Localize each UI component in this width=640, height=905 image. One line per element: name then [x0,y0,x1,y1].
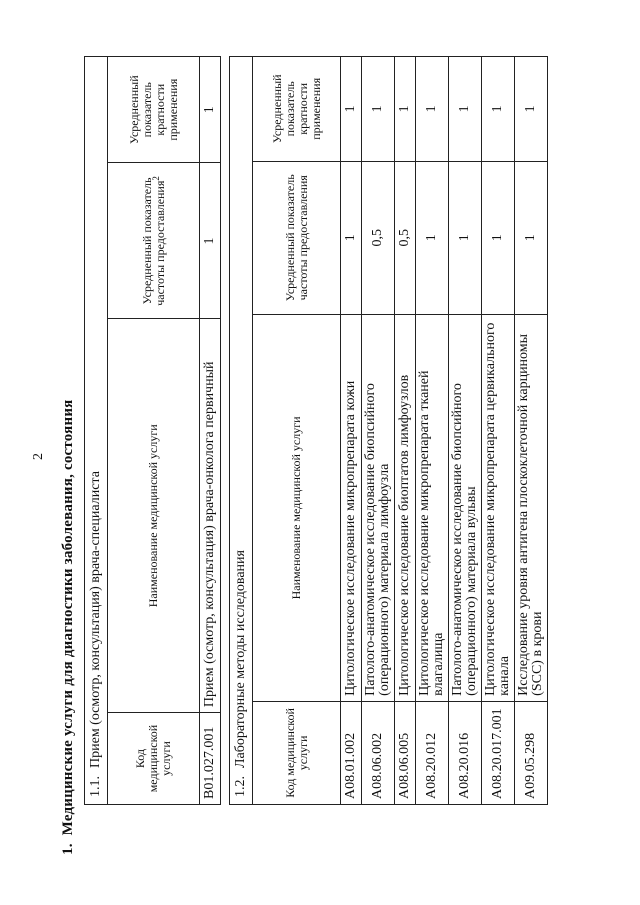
subsection-number: 1.1. [88,776,103,797]
table-row [395,57,416,805]
header-multiplicity: Усредненный показатель кратности применения [253,57,341,162]
service-name: Цитологическое исследование микропрепарата тканей влагалища [416,314,449,701]
frequency-value: 1 [200,163,221,319]
service-code: B01.027.001 [200,713,221,805]
table-body [341,57,548,805]
service-code: A08.06.005 [395,701,416,804]
frequency-value: 1 [341,161,362,314]
service-code: A08.01.002 [341,701,362,804]
multiplicity-value: 1 [515,57,548,162]
header-frequency-text: Усредненный показатель частоты предоставления [139,177,167,306]
header-frequency: Усредненный показатель частоты предоставления [253,161,341,314]
header-frequency [108,163,200,319]
frequency-value: 0,5 [362,161,395,314]
header-code: Код медицинской услуги [253,701,341,804]
subsection-heading-2 [230,57,253,805]
section-title: Медицинские услуги для диагностики заболевания, состояния [60,399,76,836]
table-row [416,57,449,805]
header-multiplicity: Усредненный показатель кратности применения [108,57,200,163]
multiplicity-value: 1 [341,57,362,162]
service-name: Цитологическое исследование микропрепарата цервикального канала [482,314,515,701]
table-consultations [84,56,221,805]
multiplicity-value: 1 [416,57,449,162]
service-name: Цитологическое исследование биоптатов лимфоузлов [395,314,416,701]
table-body [200,57,221,805]
multiplicity-value: 1 [200,57,221,163]
service-name: Цитологическое исследование микропрепарата кожи [341,314,362,701]
table-row [482,57,515,805]
subsection-number: 1.2. [233,776,248,797]
subsection-title: Лабораторные методы исследования [233,550,248,768]
service-name: Исследование уровня антигена плоскоклеточной карциномы (SCC) в крови [515,314,548,701]
table-lab-methods [229,56,548,805]
service-code: A08.06.002 [362,701,395,804]
service-name: Прием (осмотр, консультация) врача-онколога первичный [200,319,221,713]
frequency-value: 1 [515,161,548,314]
frequency-value: 1 [449,161,482,314]
service-name: Патолого-анатомическое исследование биопсийного (операционного) материала вульвы [449,314,482,701]
section-number: 1. [60,843,76,855]
subsection-title: Прием (осмотр, консультация) врача-специалиста [88,471,103,768]
service-code: A09.05.298 [515,701,548,804]
service-code: A08.20.016 [449,701,482,804]
table-row [362,57,395,805]
table-row [200,57,221,805]
subsection-heading-1 [85,57,108,805]
table-row [341,57,362,805]
multiplicity-value: 1 [395,57,416,162]
table-row [449,57,482,805]
frequency-value: 1 [416,161,449,314]
header-code: Код медицинской услуги [108,713,200,805]
multiplicity-value: 1 [449,57,482,162]
service-code: A08.20.017.001 [482,701,515,804]
page-number: 2 [31,453,46,460]
frequency-value: 1 [482,161,515,314]
multiplicity-value: 1 [362,57,395,162]
frequency-value: 0,5 [395,161,416,314]
section-heading [60,400,77,855]
header-name: Наименование медицинской услуги [108,319,200,713]
footnote-marker: 2 [150,176,161,181]
service-name: Патолого-анатомическое исследование биопсийного (операционного) материала лимфоузла [362,314,395,701]
service-code: A08.20.012 [416,701,449,804]
table-row [515,57,548,805]
multiplicity-value: 1 [482,57,515,162]
header-name: Наименование медицинской услуги [253,314,341,701]
